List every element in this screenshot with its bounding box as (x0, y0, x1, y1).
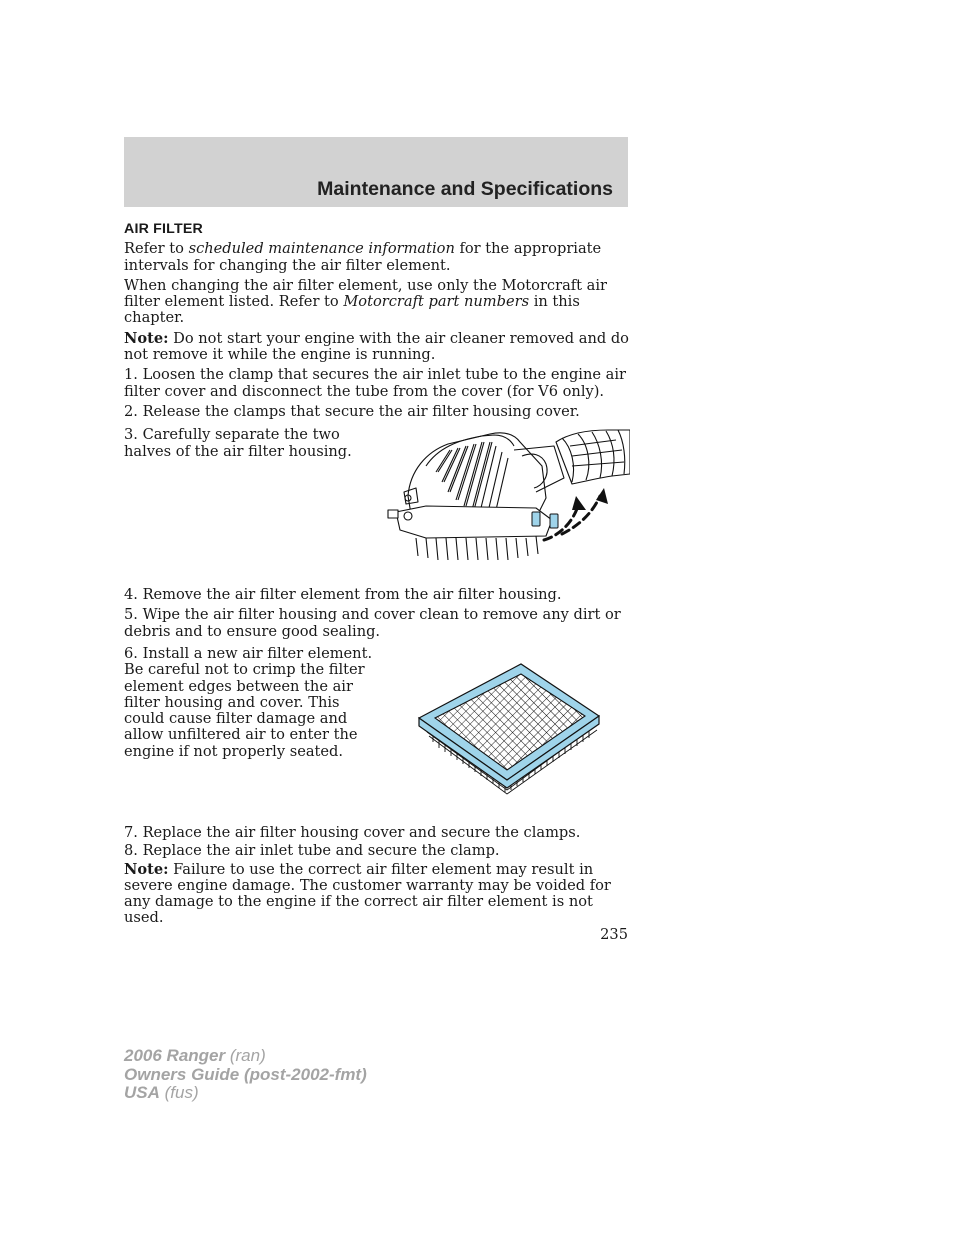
step-8: 8. Replace the air inlet tube and secure the clamp. (124, 842, 500, 860)
text-span: Refer to (124, 240, 189, 258)
step-7: 7. Replace the air filter housing cover and secure the clamps. (124, 824, 581, 841)
air-filter-housing-illustration (386, 426, 630, 562)
note-text: Failure to use the correct air filter element may result in severe engine damage. The customer warranty may be voided for any damage to the engine if the correct air filter element is not used. (124, 860, 611, 927)
note-label: Note: (124, 329, 169, 347)
note-engine (124, 331, 629, 364)
note-label: Note: (124, 860, 169, 878)
italic-reference: scheduled maintenance information (188, 240, 455, 258)
footer-model: 2006 Ranger (124, 1046, 226, 1065)
paragraph-motorcraft (124, 278, 629, 327)
footer-line-2 (124, 1066, 367, 1085)
text-span: When changing the air filter element, use only the Motorcraft air filter element listed. Refer to (124, 276, 608, 311)
header-band (124, 137, 628, 207)
page-number: 235 (600, 926, 628, 943)
text-span: for the appropriate intervals for changing the air filter element. (124, 240, 602, 274)
step-4: 4. Remove the air filter element from the air filter housing. (124, 586, 562, 603)
air-filter-element-illustration (415, 660, 603, 796)
footer-model-code: (ran) (225, 1046, 266, 1065)
page-header-title: Maintenance and Specifications (317, 178, 613, 200)
note-warranty (124, 862, 629, 927)
final-steps (124, 825, 629, 931)
step-2: 2. Release the clamps that secure the air filter housing cover. (124, 402, 580, 420)
section-heading: AIR FILTER (124, 221, 203, 237)
footer-region: USA (124, 1083, 160, 1102)
document-footer (124, 1047, 367, 1103)
text-span: in this chapter. (124, 293, 580, 327)
step-6: 6. Install a new air filter element. Be careful not to crimp the filter element edges between the air filter housing and cover. This could cause filter damage and allow unfiltered air to enter the engine if not properly seated. (124, 645, 373, 760)
steps-4-5 (124, 587, 629, 644)
step-5: 5. Wipe the air filter housing and cover clean to remove any dirt or debris and to ensure good sealing. (124, 606, 621, 640)
footer-line-1 (124, 1047, 367, 1066)
step-1: 1. Loosen the clamp that secures the air inlet tube to the engine air filter cover and disconnect the tube from the cover (for V6 only). (124, 366, 626, 400)
note-text: Do not start your engine with the air cleaner removed and do not remove it while the engine is running. (124, 329, 629, 364)
italic-reference: Motorcraft part numbers (343, 293, 530, 311)
footer-region-code: (fus) (159, 1083, 199, 1102)
paragraph-maintenance-reference (124, 241, 629, 274)
footer-line-3 (124, 1084, 367, 1103)
step-6-block (124, 646, 382, 764)
step-3: 3. Carefully separate the two halves of the air filter housing. (124, 426, 352, 460)
footer-guide: Owners Guide (post-2002-fmt) (124, 1064, 367, 1084)
